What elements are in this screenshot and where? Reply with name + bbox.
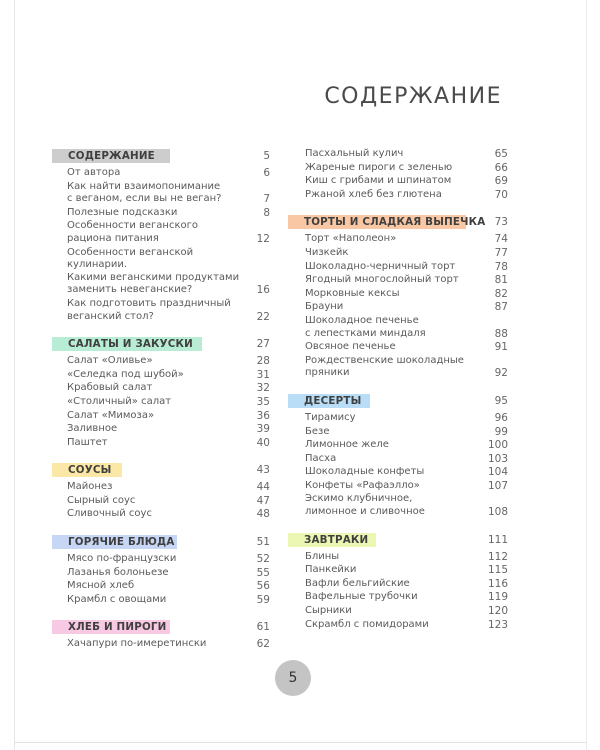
toc-entry[interactable]: [52, 553, 270, 566]
toc-entry-title: Шоколадно-черничный торт: [305, 260, 456, 272]
section-heading-page: 51: [256, 536, 270, 549]
section-heading[interactable]: [52, 148, 270, 164]
toc-entry[interactable]: [52, 580, 270, 593]
toc-entry-title: Ржаной хлеб без глютена: [305, 188, 442, 200]
toc-entry-page: 123: [487, 618, 508, 631]
toc-entry[interactable]: [52, 594, 270, 607]
section-heading-label: ТОРТЫ И СЛАДКАЯ ВЫПЕЧКА: [304, 216, 486, 229]
section-heading[interactable]: [288, 532, 508, 548]
toc-entry-page: 70: [494, 188, 508, 201]
section-heading[interactable]: [52, 619, 270, 635]
toc-entry-title: Рождественские шоколадные пряники: [305, 354, 464, 379]
section-heading-page: 5: [263, 150, 270, 162]
toc-entry-page: 8: [263, 206, 270, 219]
toc-entry[interactable]: [288, 341, 508, 354]
toc-entry-page: 112: [487, 550, 508, 563]
toc-entry[interactable]: [288, 274, 508, 287]
toc-entry-page: 96: [494, 411, 508, 424]
toc-entry[interactable]: [288, 189, 508, 202]
section-heading-page: 27: [256, 338, 270, 351]
section-heading-label: СОДЕРЖАНИЕ: [68, 150, 155, 162]
toc-entry-page: 35: [256, 395, 270, 408]
toc-entry[interactable]: [288, 564, 508, 577]
section-heading-label: ГОРЯЧИЕ БЛЮДА: [68, 536, 175, 549]
toc-entry-title: «Селедка под шубой»: [67, 368, 184, 380]
toc-entry-page: 55: [256, 566, 270, 579]
toc-entry-title: Скрамбл с помидорами: [305, 618, 429, 630]
toc-section: [52, 534, 270, 606]
toc-entry-title: Сливочный соус: [67, 508, 152, 520]
toc-entry-title: Крабовый салат: [67, 382, 153, 394]
toc-entry[interactable]: [288, 247, 508, 260]
toc-entry[interactable]: [52, 495, 270, 508]
toc-section: [288, 532, 508, 632]
toc-left-column: [52, 148, 270, 664]
toc-entry[interactable]: [52, 508, 270, 521]
toc-entry-page: 81: [494, 274, 508, 287]
toc-section: [52, 148, 270, 323]
toc-entry-title: Особенности веганского рациона питания: [67, 220, 198, 244]
toc-entry-title: Как найти взаимопонимание с веганом, если вы не веган?: [67, 180, 222, 205]
section-heading[interactable]: [52, 534, 270, 550]
toc-entry-page: 77: [494, 246, 508, 259]
toc-entry-title: Торт «Наполеон»: [305, 233, 397, 245]
toc-entry[interactable]: [288, 148, 508, 161]
toc-entry-page: 92: [494, 367, 508, 380]
toc-entry-page: 6: [263, 167, 270, 179]
section-heading-page: 73: [494, 216, 508, 229]
toc-entry-page: 48: [256, 508, 270, 521]
page-edge-left: [14, 0, 15, 750]
toc-section: [52, 619, 270, 651]
toc-entry[interactable]: [288, 480, 508, 493]
toc-entry-title: Жареные пироги с зеленью: [305, 161, 453, 173]
toc-entry-page: 108: [487, 506, 508, 519]
toc-entry-title: Салат «Мимоза»: [67, 409, 155, 421]
toc-section: [52, 336, 270, 449]
toc-entry-page: 120: [487, 605, 508, 618]
toc-entry-page: 78: [494, 260, 508, 273]
toc-entry-page: 116: [487, 577, 508, 590]
toc-section: [288, 214, 508, 380]
toc-entry-title: Майонез: [67, 481, 113, 493]
section-heading-page: 95: [494, 394, 508, 407]
toc-entry[interactable]: [288, 288, 508, 301]
toc-entry-title: Сырный соус: [67, 494, 136, 506]
toc-entry-title: Ягодный многослойный торт: [305, 274, 459, 286]
toc-entry[interactable]: [52, 638, 270, 651]
toc-entry-page: 22: [256, 310, 270, 323]
toc-entry-page: 39: [256, 423, 270, 436]
toc-entry-title: Заливное: [67, 423, 118, 435]
toc-entry-title: Шоколадное печенье с лепестками миндаля: [305, 314, 426, 339]
toc-entry-page: 103: [487, 452, 508, 465]
toc-entry-title: Сырники: [305, 605, 352, 617]
toc-entry[interactable]: [288, 261, 508, 274]
toc-entry-page: 74: [494, 233, 508, 246]
toc-entry-title: Киш с грибами и шпинатом: [305, 175, 452, 187]
toc-entry-title: Крамбл с овощами: [67, 593, 167, 605]
section-heading[interactable]: [52, 462, 270, 478]
toc-entry-page: 87: [494, 301, 508, 314]
toc-entry-page: 119: [487, 591, 508, 604]
toc-section: [288, 393, 508, 519]
toc-entry[interactable]: [288, 493, 508, 518]
toc-entry-page: 91: [494, 341, 508, 354]
toc-entry-page: 69: [494, 175, 508, 188]
toc-entry-page: 32: [256, 382, 270, 395]
section-heading-label: САЛАТЫ И ЗАКУСКИ: [68, 338, 193, 351]
toc-entry-page: 65: [494, 148, 508, 160]
toc-entry-title: Пасха: [305, 452, 337, 464]
toc-entry[interactable]: [288, 466, 508, 479]
toc-entry-page: 99: [494, 425, 508, 438]
toc-entry-page: 82: [494, 287, 508, 300]
toc-entry[interactable]: [288, 233, 508, 246]
toc-entry[interactable]: [52, 355, 270, 368]
toc-entry[interactable]: [288, 301, 508, 314]
toc-entry[interactable]: [52, 567, 270, 580]
toc-entry[interactable]: [288, 439, 508, 452]
toc-entry[interactable]: [288, 412, 508, 425]
section-heading-label: ХЛЕБ И ПИРОГИ: [68, 621, 167, 634]
toc-right-column: [288, 148, 508, 644]
toc-entry[interactable]: [52, 423, 270, 436]
section-heading-page: 61: [256, 621, 270, 634]
toc-entry[interactable]: [52, 410, 270, 423]
toc-entry-title: Мясо по-французски: [67, 553, 177, 565]
section-heading[interactable]: [52, 336, 270, 352]
toc-entry[interactable]: [288, 162, 508, 175]
toc-entry-page: 44: [256, 481, 270, 494]
toc-entry-page: 16: [256, 284, 270, 297]
toc-entry-title: Мясной хлеб: [67, 580, 135, 592]
toc-entry-title: Конфеты «Рафаэлло»: [305, 479, 420, 491]
toc-entry[interactable]: [52, 247, 270, 297]
toc-entry-page: 47: [256, 494, 270, 507]
toc-entry-title: Особенности веганской кулинарии. Какими веганскими продуктами заменить невеганские?: [67, 246, 240, 296]
page-title: СОДЕРЖАНИЕ: [324, 84, 502, 109]
toc-continued-entries: [288, 148, 508, 201]
toc-entry[interactable]: [288, 605, 508, 618]
page-edge-right: [586, 0, 587, 750]
toc-entry[interactable]: [52, 181, 270, 206]
toc-entry[interactable]: [288, 551, 508, 564]
toc-entry-title: Салат «Оливье»: [67, 355, 153, 367]
section-heading-label: ЗАВТРАКИ: [304, 533, 369, 546]
toc-entry-title: Вафли бельгийские: [305, 577, 410, 589]
toc-section: [52, 462, 270, 521]
section-heading[interactable]: [288, 214, 508, 230]
toc-entry-page: 104: [487, 466, 508, 479]
toc-entry[interactable]: [288, 619, 508, 632]
toc-entry-page: 62: [256, 638, 270, 651]
toc-entry[interactable]: [52, 207, 270, 220]
toc-entry-title: Шоколадные конфеты: [305, 466, 425, 478]
toc-entry-page: 28: [256, 355, 270, 368]
section-heading[interactable]: [288, 393, 508, 409]
page-number-badge: 5: [275, 660, 311, 696]
toc-entry-page: 107: [487, 479, 508, 492]
toc-entry[interactable]: [288, 591, 508, 604]
toc-entry-title: Лазанья болоньезе: [67, 566, 169, 578]
toc-entry[interactable]: [52, 382, 270, 395]
toc-entry-page: 88: [494, 327, 508, 340]
toc-entry-page: 115: [487, 564, 508, 577]
toc-entry-title: Лимонное желе: [305, 439, 389, 451]
section-heading-page: 111: [487, 533, 508, 546]
page-edge-bottom: [14, 742, 587, 743]
toc-entry[interactable]: [52, 220, 270, 245]
toc-entry-title: Брауни: [305, 301, 344, 313]
toc-entry-page: 40: [256, 436, 270, 449]
toc-entry-title: Панкейки: [305, 564, 357, 576]
toc-entry-title: Чизкейк: [305, 246, 349, 258]
toc-entry-title: Блины: [305, 550, 340, 562]
toc-entry-title: Морковные кексы: [305, 287, 400, 299]
toc-entry[interactable]: [52, 167, 270, 180]
toc-entry-title: Как подготовить праздничный веганский стол?: [67, 297, 231, 322]
toc-entry-title: Овсяное печенье: [305, 341, 396, 353]
toc-entry-page: 66: [494, 161, 508, 174]
toc-entry-page: 52: [256, 553, 270, 566]
toc-entry[interactable]: [288, 175, 508, 188]
toc-entry-title: Тирамису: [305, 411, 356, 423]
toc-entry[interactable]: [52, 396, 270, 409]
toc-entry-title: Безе: [305, 425, 330, 437]
toc-entry-page: 36: [256, 409, 270, 422]
toc-entry-page: 100: [487, 439, 508, 452]
toc-entry-title: Паштет: [67, 436, 108, 448]
toc-entry[interactable]: [288, 355, 508, 380]
toc-entry[interactable]: [288, 578, 508, 591]
toc-entry[interactable]: [288, 315, 508, 340]
toc-entry-title: Эскимо клубничное, лимонное и сливочное: [305, 493, 425, 518]
toc-entry-title: Полезные подсказки: [67, 206, 178, 218]
toc-entry[interactable]: [288, 426, 508, 439]
section-heading-label: СОУСЫ: [68, 464, 112, 477]
toc-entry[interactable]: [52, 298, 270, 323]
toc-entry-page: 12: [256, 232, 270, 245]
toc-entry-page: 59: [256, 593, 270, 606]
toc-entry-page: 56: [256, 580, 270, 593]
toc-entry[interactable]: [52, 369, 270, 382]
toc-entry-title: Вафельные трубочки: [305, 591, 418, 603]
toc-entry-page: 7: [263, 193, 270, 206]
toc-entry-title: «Столичный» салат: [67, 395, 172, 407]
section-heading-label: ДЕСЕРТЫ: [304, 394, 362, 407]
toc-entry-title: От автора: [67, 167, 121, 178]
toc-entry-page: 31: [256, 368, 270, 381]
toc-entry[interactable]: [288, 453, 508, 466]
toc-entry[interactable]: [52, 437, 270, 450]
toc-entry-title: Хачапури по-имеретински: [67, 638, 207, 650]
toc-entry-title: Пасхальный кулич: [305, 148, 404, 159]
section-heading-page: 43: [256, 464, 270, 477]
toc-entry[interactable]: [52, 481, 270, 494]
